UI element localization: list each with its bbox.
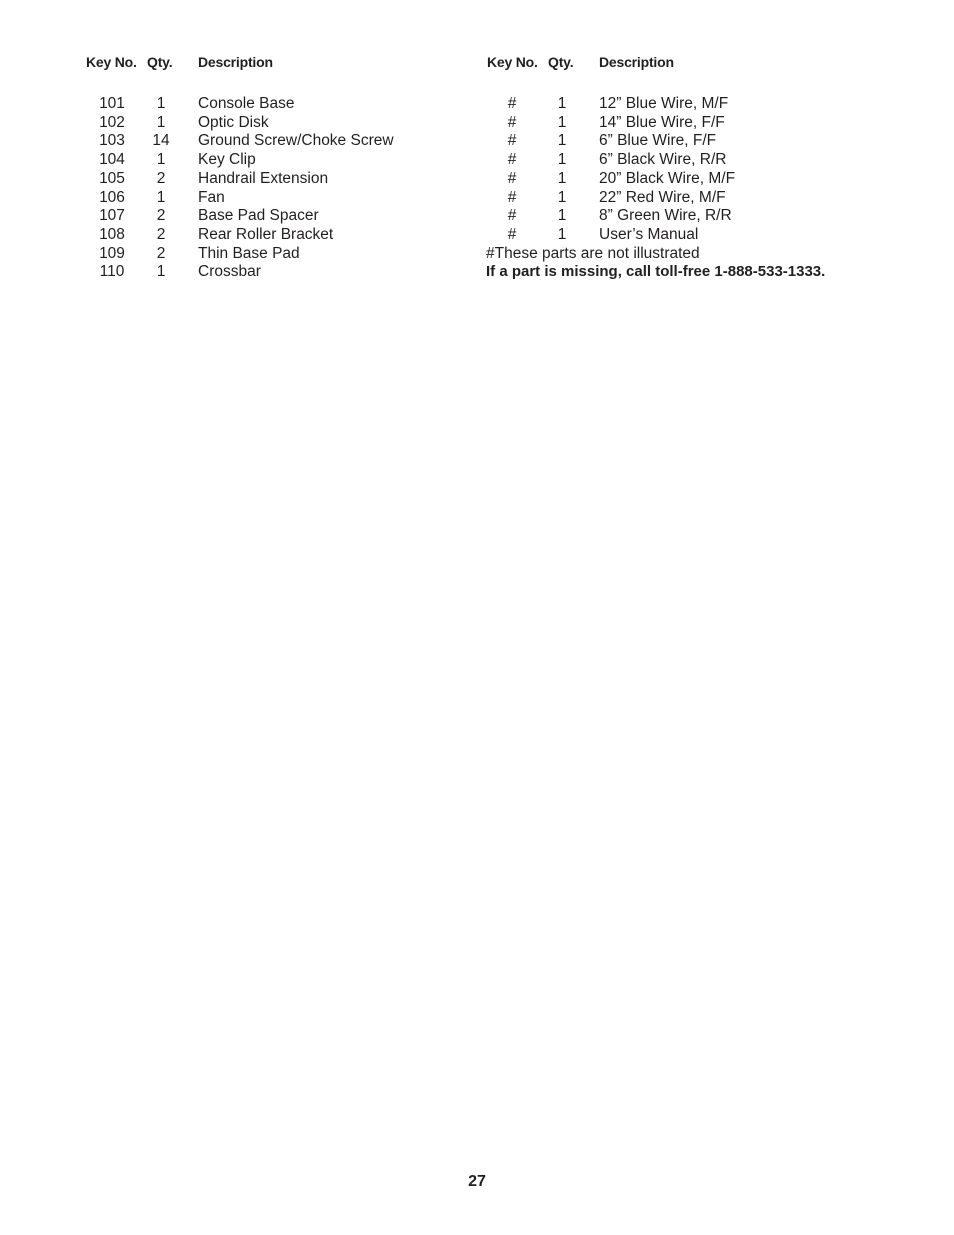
part-key: # (507, 95, 517, 112)
part-description: 6” Blue Wire, F/F (599, 132, 717, 149)
part-key: 110 (99, 263, 125, 280)
part-key: # (507, 189, 517, 206)
part-key: # (507, 170, 517, 187)
part-key: 107 (99, 207, 125, 224)
part-description: Console Base (198, 95, 295, 112)
part-description: Base Pad Spacer (198, 207, 319, 224)
part-key: 105 (99, 170, 125, 187)
part-qty: 1 (557, 151, 567, 168)
part-key: # (507, 151, 517, 168)
page-number: 27 (468, 1173, 486, 1190)
part-qty: 2 (156, 226, 166, 243)
part-key: 109 (99, 245, 125, 262)
part-description: Rear Roller Bracket (198, 226, 334, 243)
part-qty: 1 (156, 263, 166, 280)
not-illustrated-note: #These parts are not illustrated (486, 245, 700, 262)
part-description: Handrail Extension (198, 170, 329, 187)
left-header-key-no: Key No. (86, 54, 137, 70)
part-qty: 1 (557, 114, 567, 131)
part-key: 101 (99, 95, 125, 112)
right-header-key-no: Key No. (487, 54, 538, 70)
part-key: # (507, 207, 517, 224)
part-qty: 1 (156, 189, 166, 206)
part-description: 14” Blue Wire, F/F (599, 114, 725, 131)
left-header-qty: Qty. (147, 54, 173, 70)
part-description: Optic Disk (198, 114, 269, 131)
part-description: 22” Red Wire, M/F (599, 189, 726, 206)
part-qty: 2 (156, 170, 166, 187)
part-qty: 1 (557, 170, 567, 187)
part-key: 103 (99, 132, 125, 149)
part-description: 8” Green Wire, R/R (599, 207, 732, 224)
part-description: Fan (198, 189, 225, 206)
part-key: # (507, 226, 517, 243)
part-qty: 2 (156, 245, 166, 262)
part-key: # (507, 114, 517, 131)
part-description: User’s Manual (599, 226, 699, 243)
part-qty: 1 (156, 114, 166, 131)
part-qty: 1 (557, 95, 567, 112)
part-key: 104 (99, 151, 125, 168)
part-description: 20” Black Wire, M/F (599, 170, 736, 187)
part-key: 102 (99, 114, 125, 131)
left-header-description: Description (198, 54, 273, 70)
missing-part-note: If a part is missing, call toll-free 1-888-533-1333. (486, 263, 826, 280)
right-header-qty: Qty. (548, 54, 574, 70)
part-qty: 1 (557, 189, 567, 206)
part-description: 12” Blue Wire, M/F (599, 95, 729, 112)
part-qty: 2 (156, 207, 166, 224)
part-description: Key Clip (198, 151, 256, 168)
part-qty: 1 (156, 95, 166, 112)
part-key: 106 (99, 189, 125, 206)
right-header-description: Description (599, 54, 674, 70)
part-qty: 1 (557, 207, 567, 224)
part-description: Ground Screw/Choke Screw (198, 132, 394, 149)
part-description: 6” Black Wire, R/R (599, 151, 727, 168)
part-key: # (507, 132, 517, 149)
part-key: 108 (99, 226, 125, 243)
part-qty: 1 (557, 226, 567, 243)
part-qty: 1 (156, 151, 166, 168)
part-description: Thin Base Pad (198, 245, 300, 262)
part-description: Crossbar (198, 263, 261, 280)
part-qty: 1 (557, 132, 567, 149)
part-qty: 14 (152, 132, 170, 149)
